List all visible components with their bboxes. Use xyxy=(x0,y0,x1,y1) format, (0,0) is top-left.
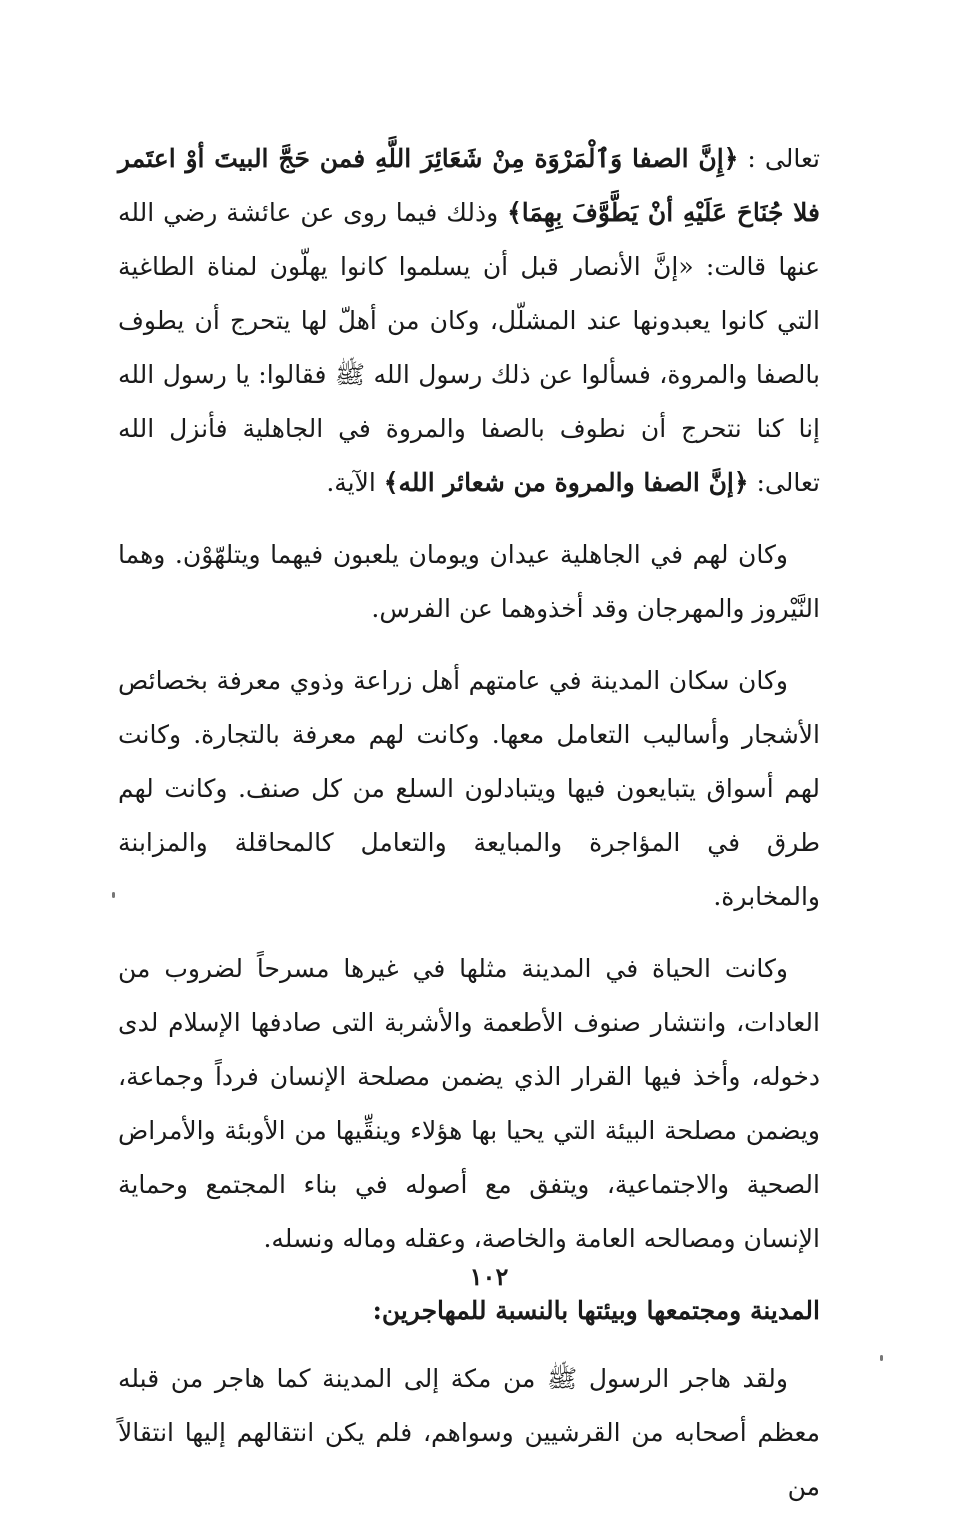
paragraph-1-end: الآية. xyxy=(326,468,384,497)
page-number: ١٠٢ xyxy=(469,1262,509,1291)
page-body xyxy=(118,132,820,1532)
paragraph-2: وكان لهم في الجاهلية عيدان ويومان يلعبون فيهما ويتلهّوْن. وهما النَّيْروز والمهرجان وقد أخذوهما عن الفرس. xyxy=(118,540,820,623)
scan-speck xyxy=(112,892,115,898)
paragraph-4: وكانت الحياة في المدينة مثلها في غيرها مسرحاً لضروب من العادات، وانتشار صنوف الأطعمة والأشربة التى صادفها الإسلام لدى دخوله، وأخذ فيها القرار الذي يضمن مصلحة الإنسان فرداً وجماعة، ويضمن مصلحة البيئة التي يحيا بها هؤلاء وينقِّيها من الأوبئة والأمراض الصحية والاجتماعية، ويتفق مع أصوله في بناء المجتمع وحماية الإنسان ومصالحه العامة والخاصة، وعقله وماله ونسله. xyxy=(118,954,820,1253)
paragraph-3: وكان سكان المدينة في عامتهم أهل زراعة وذوي معرفة بخصائص الأشجار وأساليب التعامل معها. وكانت لهم معرفة بالتجارة. وكانت لهم أسواق يتبايعون فيها ويتبادلون السلع من كل صنف. وكانت لهم طرق في المؤاجرة والمبايعة والتعامل كالمحاقلة والمزابنة والمخابرة. xyxy=(118,666,820,911)
paragraph-1-intro: تعالى : xyxy=(738,144,820,173)
quran-quote: ﴿إِنَّ الصفا وَٱلْمَرْوَة مِنْ شَعَائِرَ اللَّهِ فمن حَجَّ البيتَ أوْ اعتَمر فلا جُنَاحَ عَلَيْهِ أنْ يَطَّوَّفَ بِهِمَا﴾ xyxy=(118,144,820,227)
quran-quote-2: ﴿إنَّ الصفا والمروة من شعائر الله﴾ xyxy=(383,468,749,497)
paragraph-1 xyxy=(118,132,820,510)
scan-speck xyxy=(880,1355,883,1361)
section-heading: المدينة ومجتمعها وبيئتها بالنسبة للمهاجرين: xyxy=(372,1296,820,1325)
paragraph-5: ولقد هاجر الرسول ﷺ من مكة إلى المدينة كما هاجر من قبله معظم أصحابه من القرشيين وسواهم، فلم يكن انتقالهم إليها انتقالاً من xyxy=(118,1364,820,1501)
paragraph-1-body: وذلك فيما روى عن عائشة رضي الله عنها قالت: «إنَّ الأنصار قبل أن يسلموا كانوا يهلّون لمناة الطاغية التي كانوا يعبدونها عند المشلّل، وكان من أهلّ لها يتحرج أن يطوف بالصفا والمروة، فسألوا عن ذلك رسول الله ﷺ فقالوا: يا رسول الله إنا كنا نتحرج أن نطوف بالصفا والمروة في الجاهلية فأنزل الله تعالى: xyxy=(118,198,820,497)
